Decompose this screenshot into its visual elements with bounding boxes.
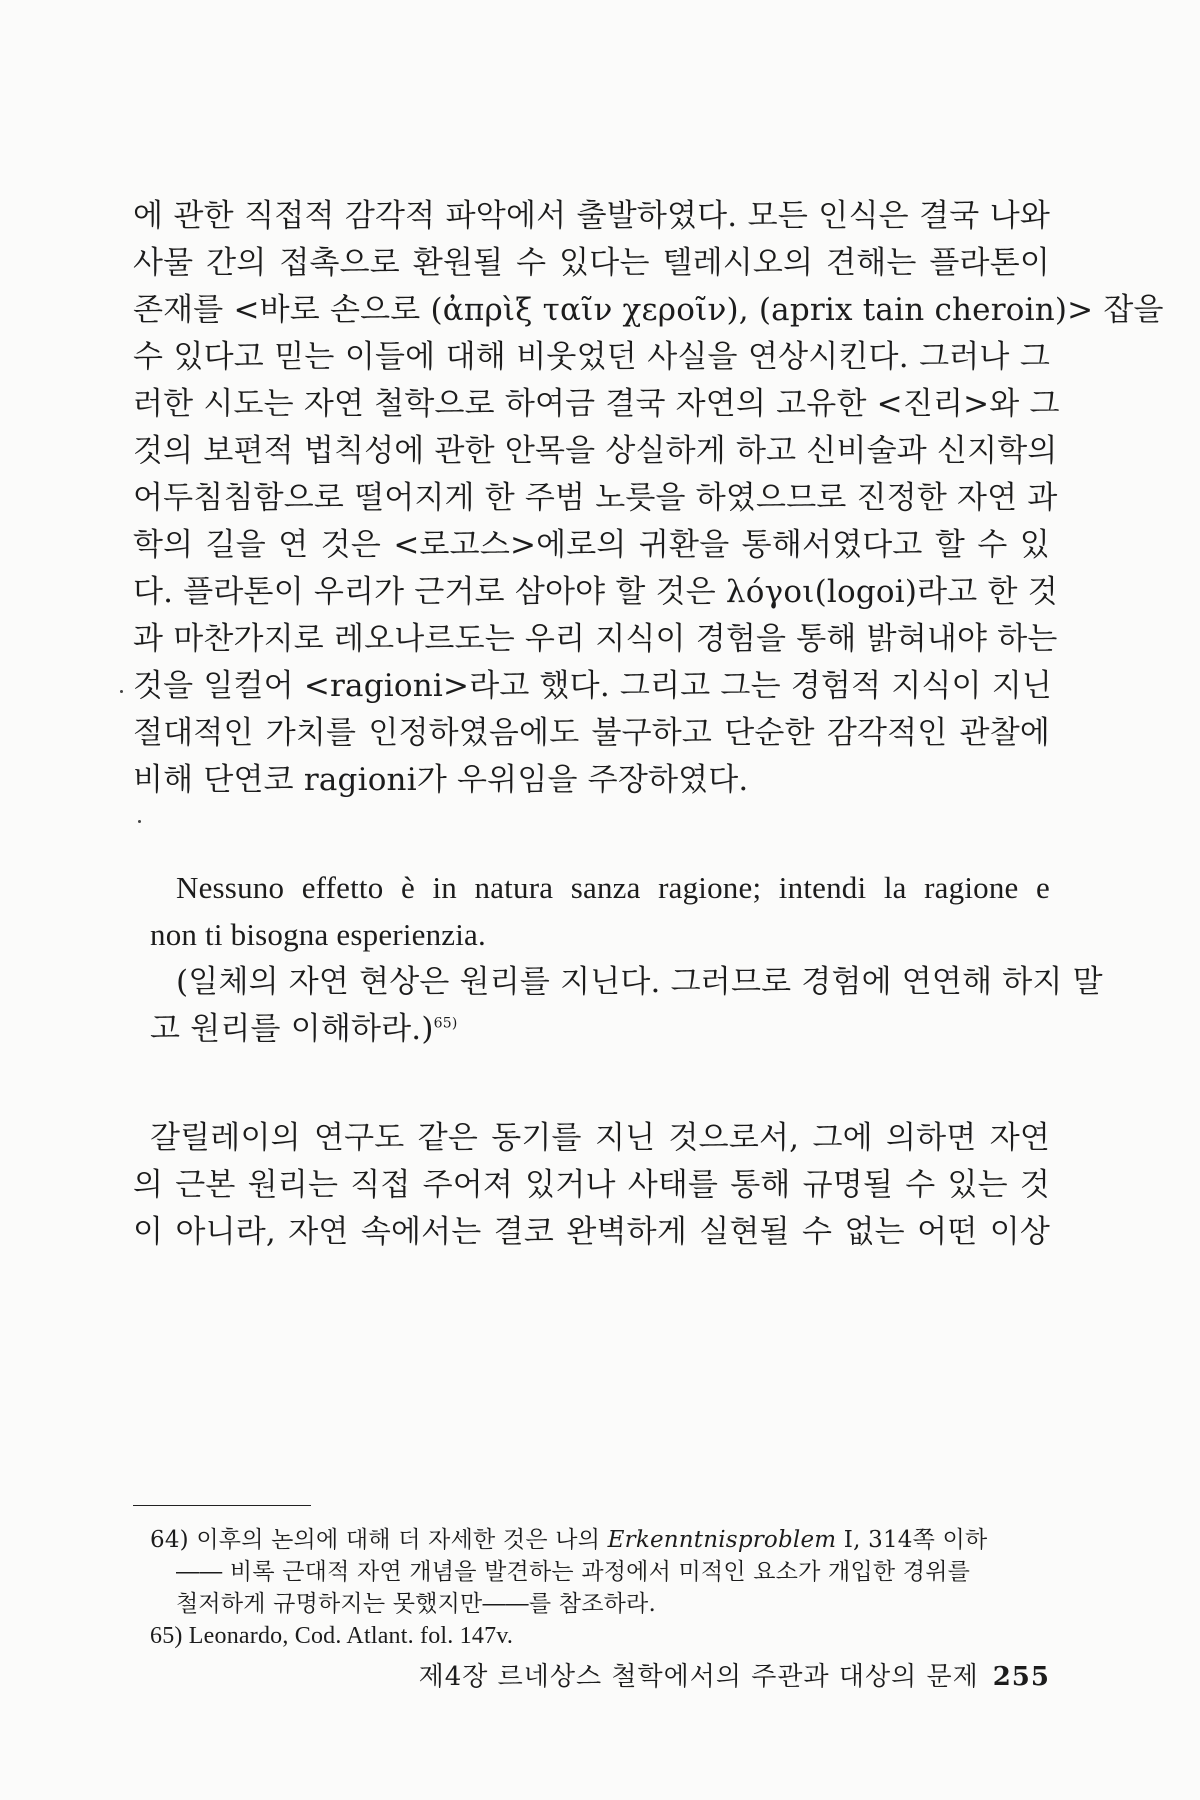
text-line: 러한 시도는 자연 철학으로 하여금 결국 자연의 고유한 <진리>와 그 xyxy=(133,386,1060,422)
footnote-line xyxy=(150,1621,1050,1651)
page-number: 255 xyxy=(992,1662,1050,1692)
running-footer xyxy=(383,1660,1050,1694)
text-line: 에 관한 직접적 감각적 파악에서 출발하였다. 모든 인식은 결국 나와 xyxy=(133,198,1050,234)
footnote-text: 이후의 논의에 대해 더 자세한 것은 나의 xyxy=(196,1527,601,1553)
text-line: 비해 단연코 ragioni가 우위임을 주장하였다. xyxy=(133,762,749,798)
text-line: 존재를 <바로 손으로 (ἀπρὶξ ταῖν χεροῖν), (aprix tain cheroin)> 잡을 xyxy=(133,292,1164,328)
footnote-line: ―― 비록 근대적 자연 개념을 발견하는 과정에서 미적인 요소가 개입한 경위를 xyxy=(176,1559,971,1585)
quote-italian-line: Nessuno effetto è in natura sanza ragione; intendi la ragione e xyxy=(176,870,1050,905)
text-line: 과 마찬가지로 레오나르도는 우리 지식이 경험을 통해 밝혀내야 하는 xyxy=(133,621,1058,657)
chapter-title: 제4장 르네상스 철학에서의 주관과 대상의 문제 xyxy=(418,1662,979,1692)
text-line: 의 근본 원리는 직접 주어져 있거나 사태를 통해 규명될 수 있는 것 xyxy=(133,1167,1050,1203)
text-line: 갈릴레이의 연구도 같은 동기를 지닌 것으로서, 그에 의하면 자연 xyxy=(150,1120,1050,1156)
footnote-reference: 65) xyxy=(433,1015,458,1032)
quote-italian-line: non ti bisogna esperienzia. xyxy=(150,917,486,952)
text-line: 학의 길을 연 것은 <로고스>에로의 귀환을 통해서였다고 할 수 있 xyxy=(133,527,1050,563)
text-line: 이 아니라, 자연 속에서는 결코 완벽하게 실현될 수 없는 어떤 이상 xyxy=(133,1214,1050,1250)
text-line: 다. 플라톤이 우리가 근거로 삼아야 할 것은 λόγοι(logoi)라고 한 것 xyxy=(133,574,1058,610)
scan-speck xyxy=(138,820,141,823)
text-line: 절대적인 가치를 인정하였음에도 불구하고 단순한 감각적인 관찰에 xyxy=(133,715,1050,751)
footnote-separator xyxy=(133,1505,311,1506)
text-line: 사물 간의 접촉으로 환원될 수 있다는 텔레시오의 견해는 플라톤이 xyxy=(133,245,1050,281)
footnote-line xyxy=(150,1525,1050,1555)
text-line: 어두침침함으로 떨어지게 한 주범 노릇을 하였으므로 진정한 자연 과 xyxy=(133,480,1058,516)
text-line: 수 있다고 믿는 이들에 대해 비웃었던 사실을 연상시킨다. 그러나 그 xyxy=(133,339,1050,375)
book-title: Erkenntnisproblem xyxy=(607,1527,837,1553)
text-line: 것을 일컬어 <ragioni>라고 했다. 그리고 그는 경험적 지식이 지닌 xyxy=(133,668,1053,704)
footnote-number: 65) xyxy=(150,1623,183,1649)
scan-speck xyxy=(120,690,123,693)
quote-korean-line: (일체의 자연 현상은 원리를 지닌다. 그러므로 경험에 연연해 하지 말 xyxy=(176,964,1103,1000)
quote-korean-text: 고 원리를 이해하라.) xyxy=(150,1011,434,1047)
footnote-text: Leonardo, Cod. Atlant. fol. 147v. xyxy=(188,1623,514,1649)
footnote-number: 64) xyxy=(150,1527,189,1553)
footnote-line: 철저하게 규명하지는 못했지만――를 참조하라. xyxy=(176,1591,656,1617)
footnote-text: I, 314쪽 이하 xyxy=(843,1527,988,1553)
quote-korean-line xyxy=(150,1009,1050,1049)
text-line: 것의 보편적 법칙성에 관한 안목을 상실하게 하고 신비술과 신지학의 xyxy=(133,433,1058,469)
